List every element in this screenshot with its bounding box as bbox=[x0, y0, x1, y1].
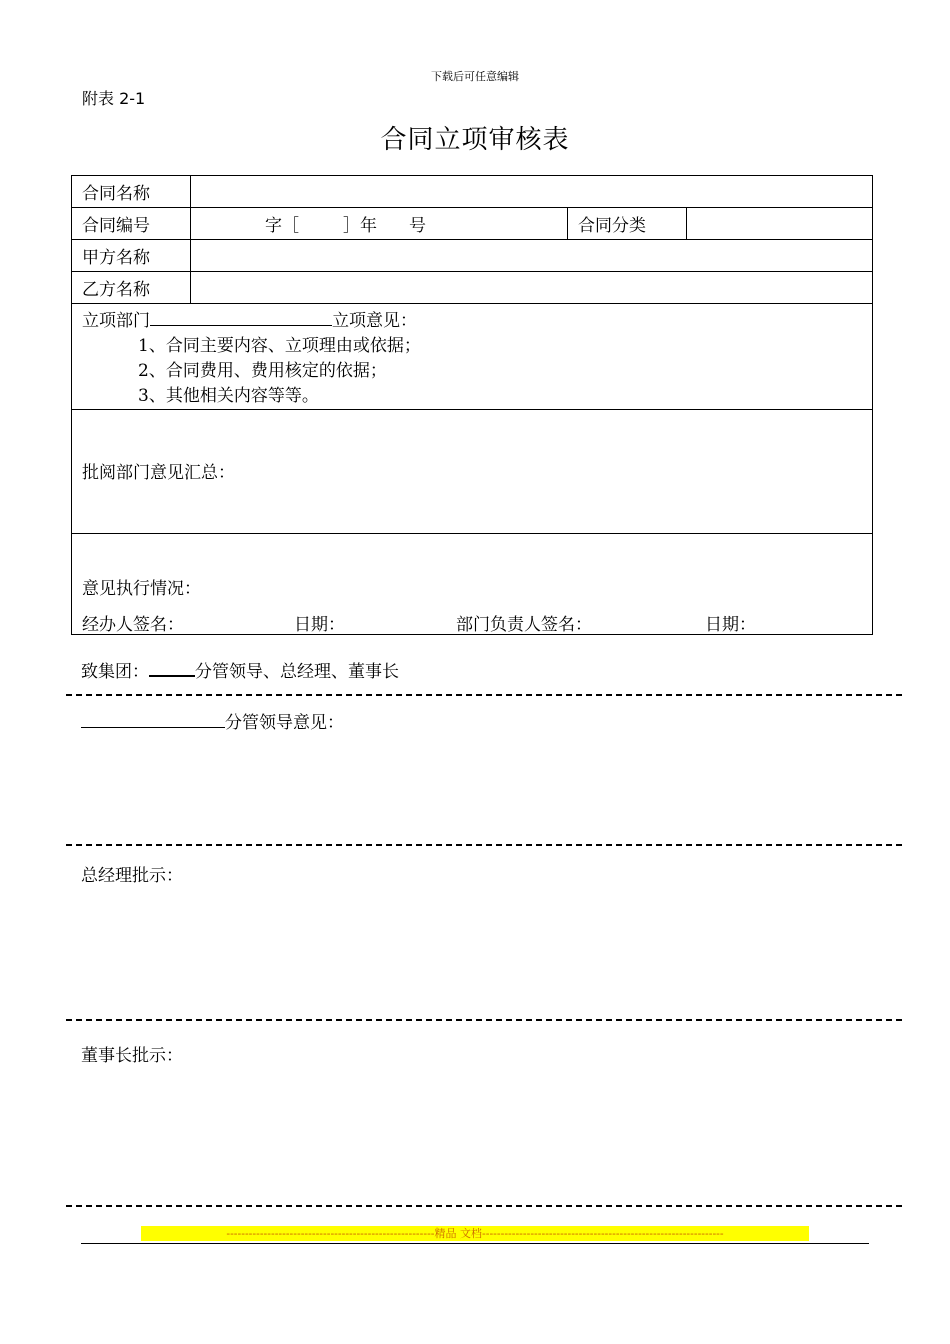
handler-sign-label: 经办人签名： bbox=[82, 615, 184, 635]
signature-row bbox=[82, 610, 862, 634]
dashed-divider bbox=[66, 1205, 902, 1207]
row-execution bbox=[72, 534, 873, 635]
execution-cell[interactable] bbox=[72, 534, 873, 635]
date-label-2: 日期： bbox=[705, 615, 756, 635]
number-hao: 号 bbox=[409, 216, 426, 236]
opinion-label: 立项意见： bbox=[332, 311, 417, 331]
gm-label: 总经理批示： bbox=[81, 866, 183, 886]
page-title: 合同立项审核表 bbox=[380, 125, 570, 155]
contract-category-field[interactable] bbox=[687, 208, 873, 240]
top-note: 下载后可任意编辑 bbox=[431, 70, 519, 83]
party-b-label: 乙方名称 bbox=[72, 272, 191, 304]
opinion-item: 3、其他相关内容等等。 bbox=[138, 386, 319, 406]
contract-category-label: 合同分类 bbox=[568, 208, 687, 240]
dashed-divider bbox=[66, 844, 902, 846]
party-a-field[interactable] bbox=[191, 240, 873, 272]
number-year: ］年 bbox=[343, 216, 377, 236]
contract-number-label: 合同编号 bbox=[72, 208, 191, 240]
leader-opinion-label: 分管领导意见： bbox=[225, 713, 344, 733]
contract-number-field[interactable] bbox=[191, 208, 568, 240]
dept-label: 立项部门 bbox=[82, 311, 150, 331]
row-party-a bbox=[72, 240, 873, 272]
dashed-divider bbox=[66, 694, 902, 696]
to-group-suffix: 分管领导、总经理、董事长 bbox=[195, 662, 399, 682]
footer-band: --------------------------------------------------------精品 文档----------------------------------------------------------------- bbox=[141, 1226, 809, 1241]
row-contract-name bbox=[72, 176, 873, 208]
contract-form-table bbox=[71, 175, 873, 635]
to-group-prefix: 致集团： bbox=[81, 662, 149, 682]
row-party-b bbox=[72, 272, 873, 304]
review-summary-cell[interactable] bbox=[72, 410, 873, 534]
row-contract-number bbox=[72, 208, 873, 240]
leader-opinion-line bbox=[81, 708, 344, 733]
dept-head-sign-label: 部门负责人签名： bbox=[456, 615, 592, 635]
chairman-label: 董事长批示： bbox=[81, 1046, 183, 1066]
footer-line bbox=[81, 1243, 869, 1244]
opinion-item: 1、合同主要内容、立项理由或依据； bbox=[138, 336, 421, 356]
contract-name-field[interactable] bbox=[191, 176, 873, 208]
dept-blank[interactable] bbox=[150, 307, 332, 326]
opinion-item: 2、合同费用、费用核定的依据； bbox=[138, 361, 387, 381]
review-summary-label: 批阅部门意见汇总： bbox=[82, 463, 235, 483]
appendix-label: 附表 2-1 bbox=[82, 89, 146, 108]
to-group-blank[interactable] bbox=[149, 657, 195, 677]
party-a-label: 甲方名称 bbox=[72, 240, 191, 272]
dashed-divider bbox=[66, 1019, 902, 1021]
to-group-line bbox=[81, 657, 399, 682]
number-zi: 字［ bbox=[265, 216, 299, 236]
date-label-1: 日期： bbox=[294, 615, 345, 635]
execution-label: 意见执行情况： bbox=[82, 579, 201, 599]
leader-blank[interactable] bbox=[81, 709, 225, 728]
party-b-field[interactable] bbox=[191, 272, 873, 304]
row-project-opinion bbox=[72, 304, 873, 410]
project-opinion-cell[interactable] bbox=[72, 304, 873, 410]
contract-name-label: 合同名称 bbox=[72, 176, 191, 208]
row-review-summary bbox=[72, 410, 873, 534]
